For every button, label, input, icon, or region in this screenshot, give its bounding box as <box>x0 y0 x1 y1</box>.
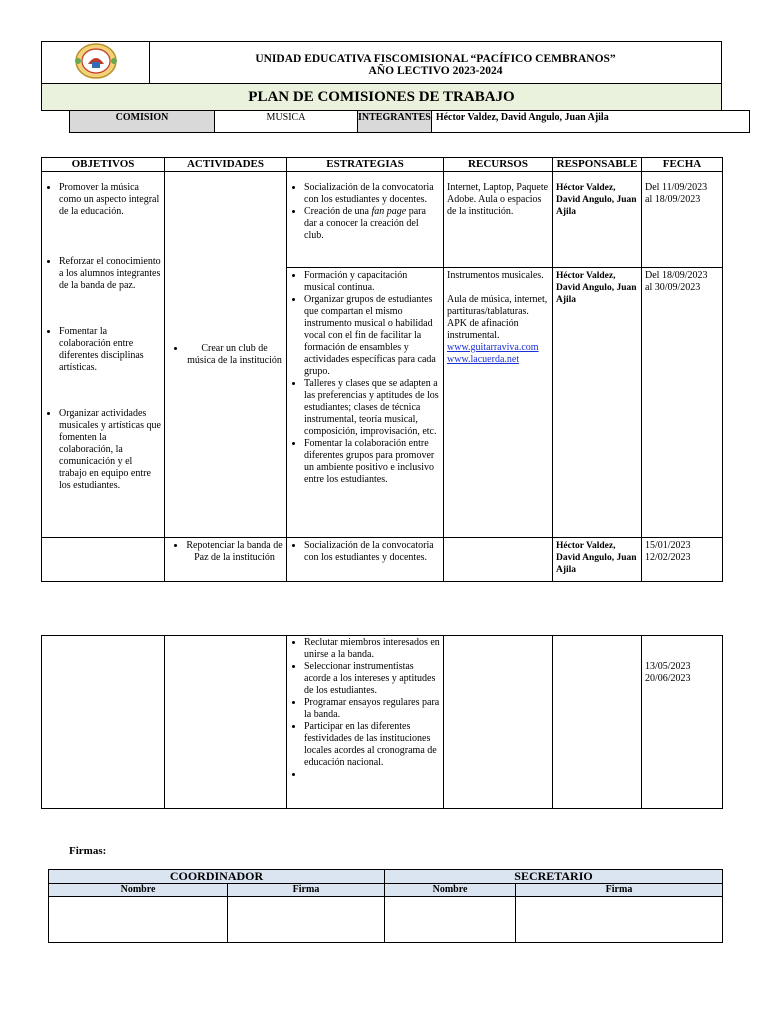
strategy-item: • Socialización de la convocatoria con los estudiantes y docentes. <box>304 182 440 206</box>
col-objetivos: OBJETIVOS <box>42 158 165 172</box>
secretary-name-label: Nombre <box>385 884 516 897</box>
strategies-cell <box>287 268 444 538</box>
activity-item: • Repotenciar la banda de Paz de la institución <box>186 540 283 564</box>
col-fecha: FECHA <box>642 158 723 172</box>
continuation-table-wrap <box>41 635 722 809</box>
secretary-heading: SECRETARIO <box>385 870 723 884</box>
strategies-cell <box>287 636 444 809</box>
resources-text: Aula de música, internet, partituras/tablaturas. APK de afinación instrumental. <box>447 294 548 341</box>
objectives-cell <box>42 172 165 538</box>
empty-cell <box>42 636 165 809</box>
header-table <box>41 41 722 111</box>
coordinator-name-label: Nombre <box>49 884 228 897</box>
date-cell <box>642 636 723 809</box>
comision-value: MUSICA <box>215 111 358 133</box>
main-table-header <box>42 158 723 172</box>
resources-text: Instrumentos musicales. <box>447 270 544 281</box>
secretary-signature-label: Firma <box>516 884 723 897</box>
col-responsable: RESPONSABLE <box>553 158 642 172</box>
school-year: AÑO LECTIVO 2023-2024 <box>368 64 503 77</box>
comision-row <box>69 110 750 133</box>
strategy-item: • Seleccionar instrumentistas acorde a los intereses y aptitudes de los estudiantes. <box>304 661 440 697</box>
school-title-cell <box>150 42 722 84</box>
integrantes-value: Héctor Valdez, David Angulo, Juan Ajila <box>431 111 749 133</box>
table-row <box>42 636 723 809</box>
empty-cell <box>444 538 553 582</box>
empty-cell <box>444 636 553 809</box>
continuation-table <box>41 635 723 809</box>
date-cell <box>642 172 723 268</box>
responsible-cell: Héctor Valdez, David Angulo, Juan Ajila <box>553 172 642 268</box>
date-end: 12/02/2023 <box>645 552 691 563</box>
school-seal-icon <box>70 42 122 80</box>
strategy-item: • Creación de una fan page para dar a conocer la creación del club. <box>304 206 440 242</box>
col-estrategias: ESTRATEGIAS <box>287 158 444 172</box>
date-start: 15/01/2023 <box>645 540 691 551</box>
logo-cell <box>42 42 150 84</box>
strategy-item: • Reclutar miembros interesados en unirse a la banda. <box>304 637 440 661</box>
strategy-item: • Programar ensayos regulares para la banda. <box>304 697 440 721</box>
table-row <box>42 172 723 268</box>
activity-item: • Crear un club de música de la institución <box>186 343 283 367</box>
integrantes-label: INTEGRANTES <box>358 111 432 133</box>
comision-label: COMISION <box>70 111 215 133</box>
responsible-cell: Héctor Valdez, David Angulo, Juan Ajila <box>553 538 642 582</box>
strategies-cell <box>287 172 444 268</box>
objective-item: • Organizar actividades musicales y artísticas que fomenten la colaboración, la comunicación y el trabajo en equipo entre los estudiantes. <box>59 408 161 492</box>
strategy-item: • Formación y capacitación musical continua. <box>304 270 440 294</box>
strategy-item <box>304 769 440 781</box>
secretary-name-field[interactable] <box>385 897 516 943</box>
strategy-item: • Talleres y clases que se adapten a las preferencias y aptitudes de los estudiantes; clases de técnica instrumental, teoría musical, composición, improvisación, etc. <box>304 378 440 438</box>
col-recursos: RECURSOS <box>444 158 553 172</box>
signatures-table-wrap <box>48 869 722 943</box>
resources-cell: Internet, Laptop, Paquete Adobe. Aula o espacios de la institución. <box>444 172 553 268</box>
resources-cell <box>444 268 553 538</box>
school-name: UNIDAD EDUCATIVA FISCOMISIONAL “PACÍFICO CEMBRANOS” <box>255 52 616 65</box>
signatures-table <box>48 869 723 943</box>
date-end: al 30/09/2023 <box>645 282 701 293</box>
responsible-cell: Héctor Valdez, David Angulo, Juan Ajila <box>553 268 642 538</box>
strategy-item: • Participar en las diferentes festividades de las instituciones locales acordes al cronograma de educación nacional. <box>304 721 440 769</box>
resource-link-lacuerda[interactable]: www.lacuerda.net <box>447 354 520 365</box>
strategy-item: • Socialización de la convocatoria con los estudiantes y docentes. <box>304 540 440 564</box>
objective-item: • Reforzar el conocimiento a los alumnos integrantes de la banda de paz. <box>59 256 161 292</box>
comision-table <box>69 110 750 133</box>
date-end: 20/06/2023 <box>645 673 691 684</box>
strategy-item: • Fomentar la colaboración entre diferentes grupos para promover un ambiente positivo e inclusivo entre los estudiantes. <box>304 438 440 486</box>
date-start: Del 11/09/2023 <box>645 182 708 193</box>
signatures-label: Firmas: <box>69 845 107 857</box>
activity-cell <box>165 172 287 538</box>
objective-item: • Promover la música como un aspecto integral de la educación. <box>59 182 161 218</box>
coordinator-signature-label: Firma <box>228 884 385 897</box>
header-block <box>41 41 722 109</box>
strategies-cell <box>287 538 444 582</box>
activity-cell <box>165 538 287 582</box>
empty-cell <box>42 538 165 582</box>
empty-cell <box>165 636 287 809</box>
empty-cell <box>553 636 642 809</box>
objective-item: • Fomentar la colaboración entre diferentes disciplinas artísticas. <box>59 326 161 374</box>
coordinator-heading: COORDINADOR <box>49 870 385 884</box>
secretary-signature-field[interactable] <box>516 897 723 943</box>
table-row <box>42 538 723 582</box>
strategy-item: • Organizar grupos de estudiantes que compartan el mismo instrumento musical o habilidad vocal con el fin de facilitar la formación de ensambles y actividades específicas para cada grupo. <box>304 294 440 378</box>
main-table <box>41 157 723 582</box>
date-end: al 18/09/2023 <box>645 194 701 205</box>
date-cell <box>642 268 723 538</box>
main-table-wrap <box>41 157 722 582</box>
date-start: 13/05/2023 <box>645 661 691 672</box>
col-actividades: ACTIVIDADES <box>165 158 287 172</box>
plan-title: PLAN DE COMISIONES DE TRABAJO <box>42 84 722 111</box>
resource-link-guitarraviva[interactable]: www.guitarraviva.com <box>447 342 539 353</box>
date-cell <box>642 538 723 582</box>
coordinator-signature-field[interactable] <box>228 897 385 943</box>
coordinator-name-field[interactable] <box>49 897 228 943</box>
date-start: Del 18/09/2023 <box>645 270 708 281</box>
